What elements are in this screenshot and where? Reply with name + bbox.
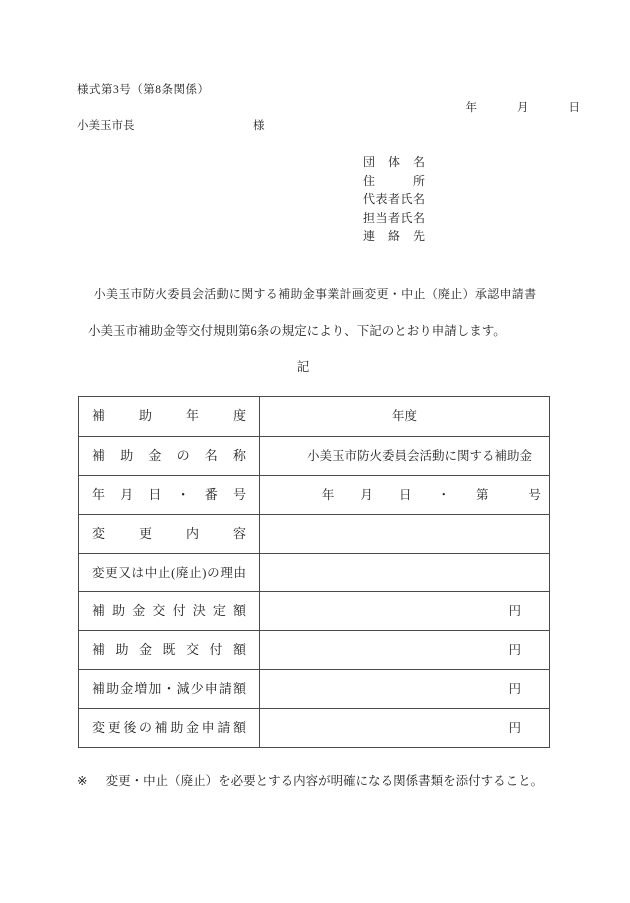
applicant-field-representative-name: 代表者氏名 (363, 192, 425, 207)
ki-heading: 記 (296, 360, 310, 374)
increase-decrease-amount-label: 補助金増加・減少申請額 (79, 669, 260, 708)
form-number: 様式第3号（第8条関係） (77, 84, 210, 96)
value-year-label: 年 (321, 487, 335, 502)
change-reason-label: 変更又は中止(廃止)の理由 (79, 553, 260, 592)
date-month-label: 月 (517, 102, 529, 114)
note-marker: ※ (77, 774, 88, 788)
subsidy-name-value: 小美玉市防火委員会活動に関する補助金 (260, 436, 549, 475)
date-day-label: 日 (568, 102, 580, 114)
application-statement: 小美玉市補助金等交付規則第6条の規定により、下記のとおり申請します。 (88, 324, 506, 338)
addressee: 小美玉市長 (77, 120, 135, 132)
value-go-label: 号 (528, 487, 541, 502)
applicant-field-organization-name: 団体名 (363, 155, 425, 169)
document-title: 小美玉市防火委員会活動に関する補助金事業計画変更・中止（廃止）承認申請書 (93, 287, 537, 301)
value-middot-label: ・ (437, 487, 450, 502)
change-content-value (260, 514, 549, 553)
change-reason-value (260, 553, 549, 592)
applicant-field-contact-person-name: 担当者氏名 (363, 210, 425, 225)
value-dai-label: 第 (475, 487, 489, 502)
value-month-label: 月 (360, 487, 373, 502)
subsidy-year-label: 補助年度 (79, 397, 260, 436)
date-number-label: 年月日・番号 (79, 475, 260, 514)
grant-decision-amount-unit: 円 (260, 591, 549, 630)
applicant-field-address: 住所 (363, 173, 425, 188)
applicant-block (363, 153, 425, 246)
already-paid-amount-label: 補助金既交付額 (79, 630, 260, 669)
subsidy-year-value: 年度 (391, 409, 417, 423)
addressee-line (77, 117, 297, 133)
date-line (466, 99, 581, 115)
subsidy-name-label: 補助金の名称 (79, 436, 260, 475)
grant-decision-amount-label: 補助金交付決定額 (79, 591, 260, 630)
attachment-note (77, 771, 543, 789)
value-day-label: 日 (398, 487, 412, 502)
honorific-sama: 様 (253, 120, 265, 132)
already-paid-amount-unit: 円 (260, 630, 549, 669)
increase-decrease-amount-unit: 円 (260, 669, 549, 708)
post-change-amount-unit: 円 (260, 708, 549, 747)
date-number-value (260, 475, 549, 514)
change-content-label: 変更内容 (79, 514, 260, 553)
note-text: 変更・中止（廃止）を必要とする内容が明確になる関係書類を添付すること。 (105, 774, 544, 788)
date-year-label: 年 (465, 102, 477, 114)
applicant-field-contact-info: 連絡先 (363, 229, 425, 244)
form-table (78, 396, 550, 748)
post-change-amount-label: 変更後の補助金申請額 (79, 708, 260, 747)
